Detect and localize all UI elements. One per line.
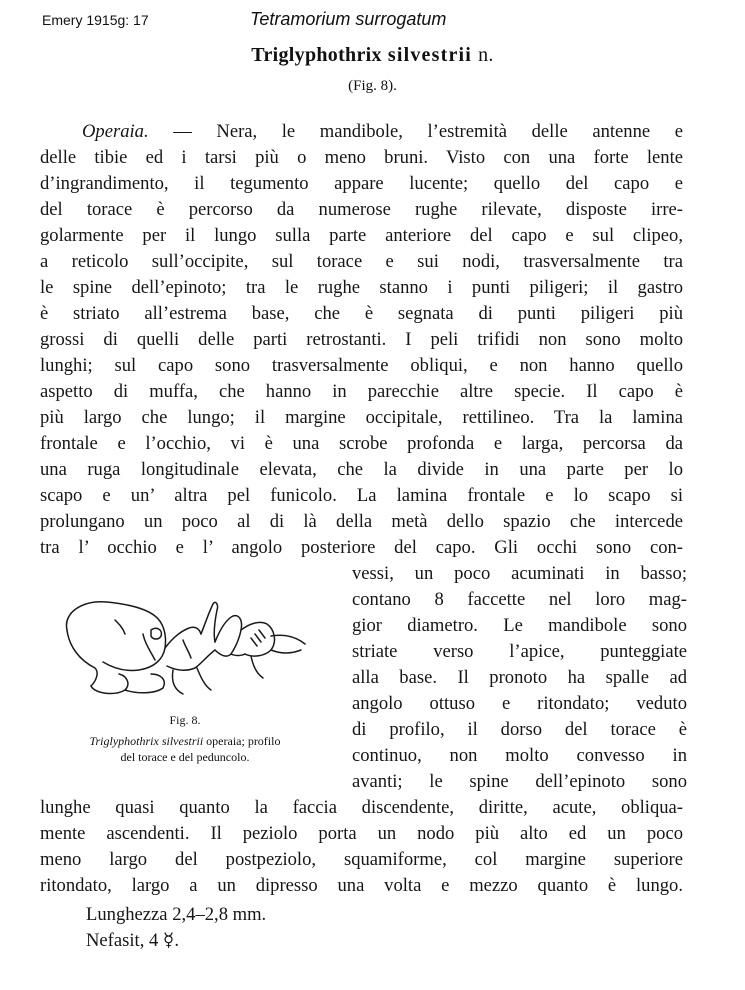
tail-line-1: mente ascendenti. Il peziolo porta un nodo più alto ed un poco — [40, 823, 683, 844]
figure-caption — [40, 733, 330, 765]
body-line-15: prolungano un poco al di là della metà dello spazio che intercede — [40, 511, 683, 532]
side-line-6: di profilo, il dorso del torace è — [352, 719, 687, 740]
side-line-1: contano 8 faccette nel loro mag- — [352, 589, 687, 610]
title-genus: Triglyphothrix — [251, 44, 382, 66]
ant-profile-illustration — [55, 590, 325, 705]
species-title — [0, 44, 745, 67]
body-line-6: le spine dell’epinoto; tra le rughe stanno i punti piligeri; il gastro — [40, 277, 683, 298]
side-line-0: vessi, un poco acuminati in basso; — [352, 563, 687, 584]
body-line-text: — Nera, le mandibole, l’estremità delle antenne e — [173, 121, 683, 142]
body-line-1: delle tibie ed i tarsi più o meno bruni. Visto con una forte lente — [40, 147, 683, 168]
body-line-11: più largo che lungo; il margine occipitale, rettilineo. Tra la lamina — [40, 407, 683, 428]
side-line-3: striate verso l’apice, punteggiate — [352, 641, 687, 662]
body-line-4: golarmente per il lungo sulla parte anteriore del capo e sul clipeo, — [40, 225, 683, 246]
body-line-14: scapo e un’ altra pel funicolo. La lamina frontale e lo scapo si — [40, 485, 683, 506]
side-line-7: continuo, non molto convesso in — [352, 745, 687, 766]
title-species: silvestrii — [387, 44, 473, 66]
body-line-0 — [82, 120, 683, 144]
lead-label: Operaia. — [82, 121, 149, 142]
body-line-12: frontale e l’occhio, vi è una scrobe profonda e larga, percorsa da — [40, 433, 683, 454]
taxon-name-header: Tetramorium surrogatum — [250, 9, 447, 29]
side-line-2: gior diametro. Le mandibole sono — [352, 615, 687, 636]
caption-text: operaia; profilo — [203, 734, 281, 748]
body-line-16: tra l’ occhio e l’ angolo posteriore del capo. Gli occhi sono con- — [40, 537, 683, 558]
tail-line-0: lunghe quasi quanto la faccia discendente, diritte, acute, obliqua- — [40, 797, 683, 818]
caption-line-2: del torace e del peduncolo. — [120, 750, 250, 764]
side-line-4: alla base. Il pronoto ha spalle ad — [352, 667, 687, 688]
side-line-5: angolo ottuso e ritondato; veduto — [352, 693, 687, 714]
citation-label: Emery 1915g: 17 — [42, 12, 149, 28]
body-line-10: aspetto di muffa, che hanno in parecchie altre specie. Il capo è — [40, 381, 683, 402]
body-line-3: del torace è percorso da numerose rughe rilevate, disposte irre- — [40, 199, 683, 220]
figure-reference: (Fig. 8). — [348, 78, 397, 94]
side-line-8: avanti; le spine dell’epinoto sono — [352, 771, 687, 792]
body-line-2: d’ingrandimento, il tegumento appare lucente; quello del capo e — [40, 173, 683, 194]
locality-record: Nefasit, 4 ☿. — [86, 930, 179, 951]
length-measurement: Lunghezza 2,4–2,8 mm. — [86, 904, 267, 925]
title-status: n. — [478, 44, 494, 66]
body-line-7: è striato all’estrema base, che è segnata di punti piligeri più — [40, 303, 683, 324]
body-line-8: grossi di quelli delle parti retrostanti. I peli trifidi non sono molto — [40, 329, 683, 350]
body-line-13: una ruga longitudinale elevata, che la divide in una parte per lo — [40, 459, 683, 480]
caption-taxon: Triglyphothrix silvestrii — [89, 734, 204, 748]
tail-line-3: ritondato, largo a un dipresso una volta e mezzo quanto è lungo. — [40, 875, 683, 896]
tail-line-2: meno largo del postpeziolo, squamiforme, col margine superiore — [40, 849, 683, 870]
body-line-5: a reticolo sull’occipite, sul torace e sui nodi, trasversalmente tra — [40, 251, 683, 272]
body-line-9: lunghi; sul capo sono trasversalmente obliqui, e non hanno quello — [40, 355, 683, 376]
figure-label: Fig. 8. — [169, 713, 201, 727]
